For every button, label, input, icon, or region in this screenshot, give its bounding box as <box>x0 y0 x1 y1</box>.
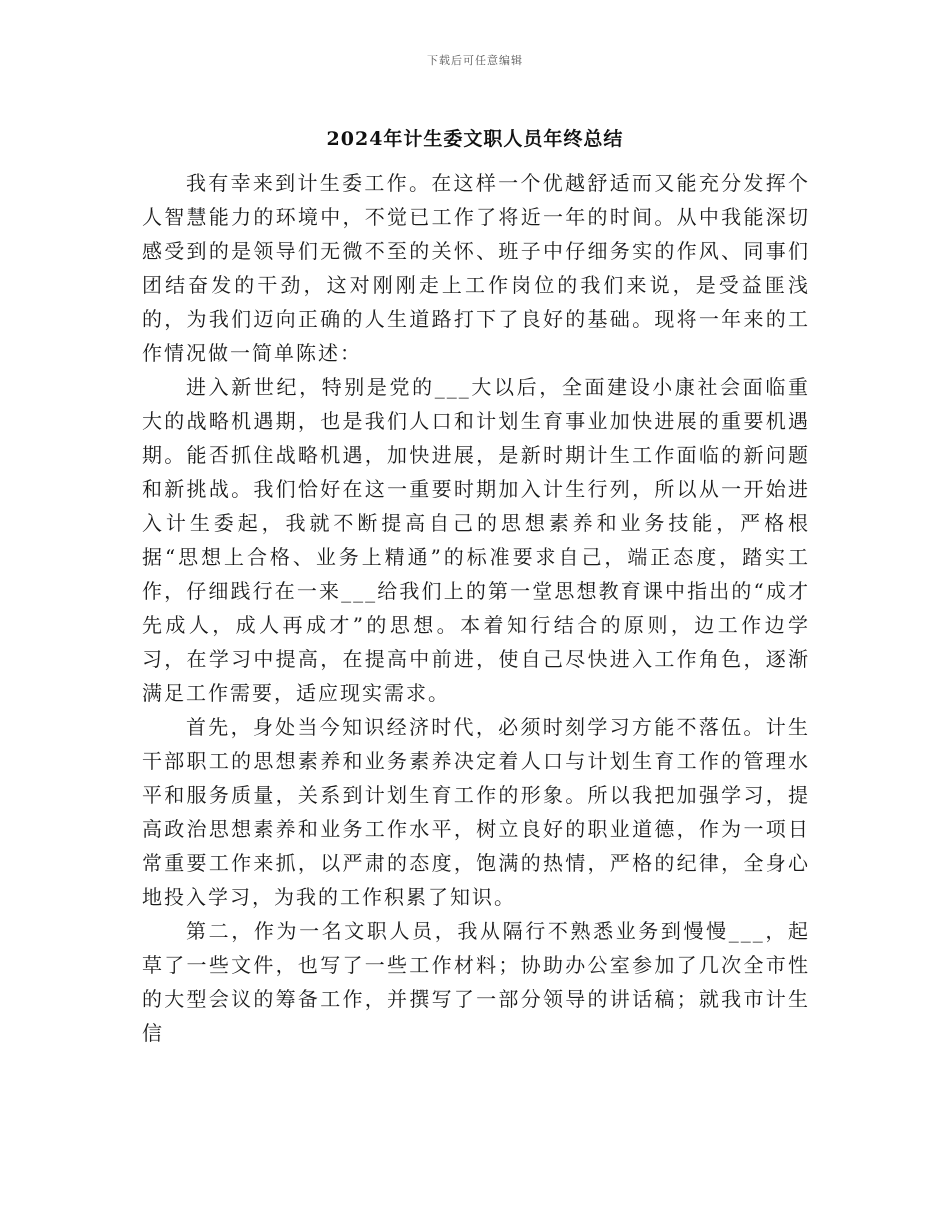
paragraph: 进入新世纪，特别是党的___大以后，全面建设小康社会面临重大的战略机遇期，也是我们人口和计划生育事业加快进展的重要机遇期。能否抓住战略机遇，加快进展，是新时期计生工作面临的新问题和新挑战。我们恰好在这一重要时期加入计生行列，所以从一开始进入计生委起，我就不断提高自己的思想素养和业务技能，严格根据“思想上合格、业务上精通”的标准要求自己，端正态度，踏实工作，仔细践行在一来___给我们上的第一堂思想教育课中指出的“成才先成人，成人再成才”的思想。本着知行结合的原则，边工作边学习，在学习中提高，在提高中前进，使自己尽快进入工作角色，逐渐满足工作需要，适应现实需求。 <box>142 375 810 705</box>
document-title: 2024年计生委文职人员年终总结 <box>326 128 624 150</box>
paragraph: 第二，作为一名文职人员，我从隔行不熟悉业务到慢慢___，起草了一些文件，也写了一些工作材料；协助办公室参加了几次全市性的大型会议的筹备工作，并撰写了一部分领导的讲话稿；就我市计生信 <box>142 919 810 1045</box>
paragraph: 我有幸来到计生委工作。在这样一个优越舒适而又能充分发挥个人智慧能力的环境中，不觉已工作了将近一年的时间。从中我能深切感受到的是领导们无微不至的关怀、班子中仔细务实的作风、同事们团结奋发的干劲，这对刚刚走上工作岗位的我们来说，是受益匪浅的，为我们迈向正确的人生道路打下了良好的基础。现将一年来的工作情况做一简单陈述： <box>142 171 810 365</box>
paragraph: 首先，身处当今知识经济时代，必须时刻学习方能不落伍。计生干部职工的思想素养和业务素养决定着人口与计划生育工作的管理水平和服务质量，关系到计划生育工作的形象。所以我把加强学习，提高政治思想素养和业务工作水平，树立良好的职业道德，作为一项日常重要工作来抓，以严肃的态度，饱满的热情，严格的纪律，全身心地投入学习，为我的工作积累了知识。 <box>142 715 810 909</box>
document-body <box>142 166 810 1050</box>
header-note: 下载后可任意编辑 <box>427 54 523 67</box>
